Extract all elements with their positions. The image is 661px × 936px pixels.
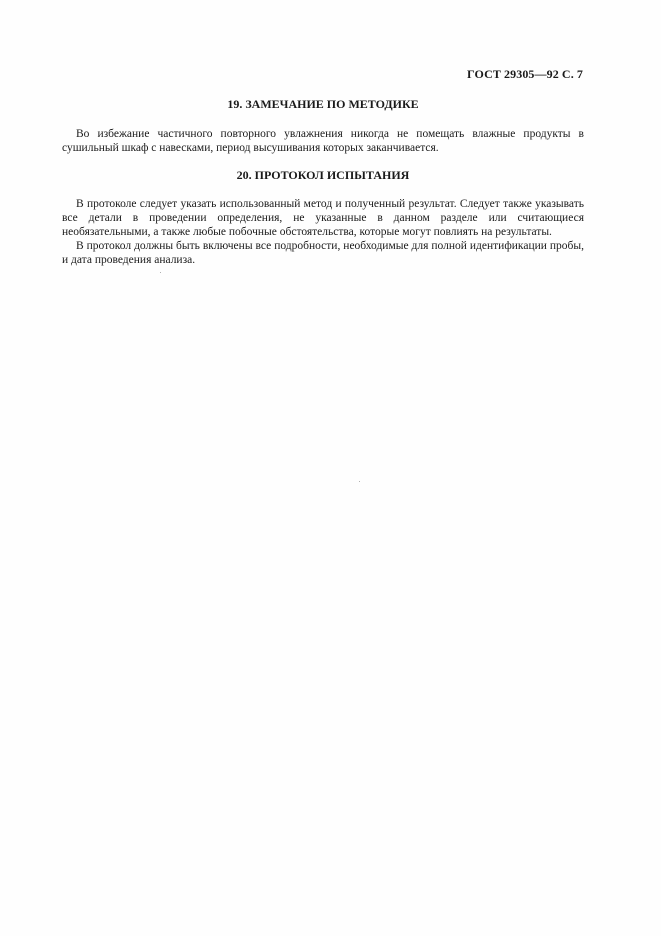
section-19 (62, 97, 584, 155)
section-title: 20. ПРОТОКОЛ ИСПЫТАНИЯ (236, 168, 410, 182)
paragraph: Во избежание частичного повторного увлажнения никогда не помещать влажные продукты в сушильный шкаф с навесками, период высушивания которых заканчивается. (62, 128, 584, 154)
running-header: ГОСТ 29305—92 С. 7 (467, 67, 583, 81)
paragraph: В протокол должны быть включены все подробности, необходимые для полной идентификации пробы, и дата проведения анализа. (62, 240, 584, 266)
scan-speck (160, 272, 161, 273)
section-title: 19. ЗАМЕЧАНИЕ ПО МЕТОДИКЕ (227, 97, 419, 111)
paragraph: В протоколе следует указать использованный метод и полученный результат. Следует также указывать все детали в проведении определения, не указанные в данном разделе или считающиеся необязательными, а также любые побочные обстоятельства, которые могут повлиять на результаты. (62, 198, 584, 238)
section-20 (62, 168, 584, 267)
scan-speck (359, 481, 360, 482)
